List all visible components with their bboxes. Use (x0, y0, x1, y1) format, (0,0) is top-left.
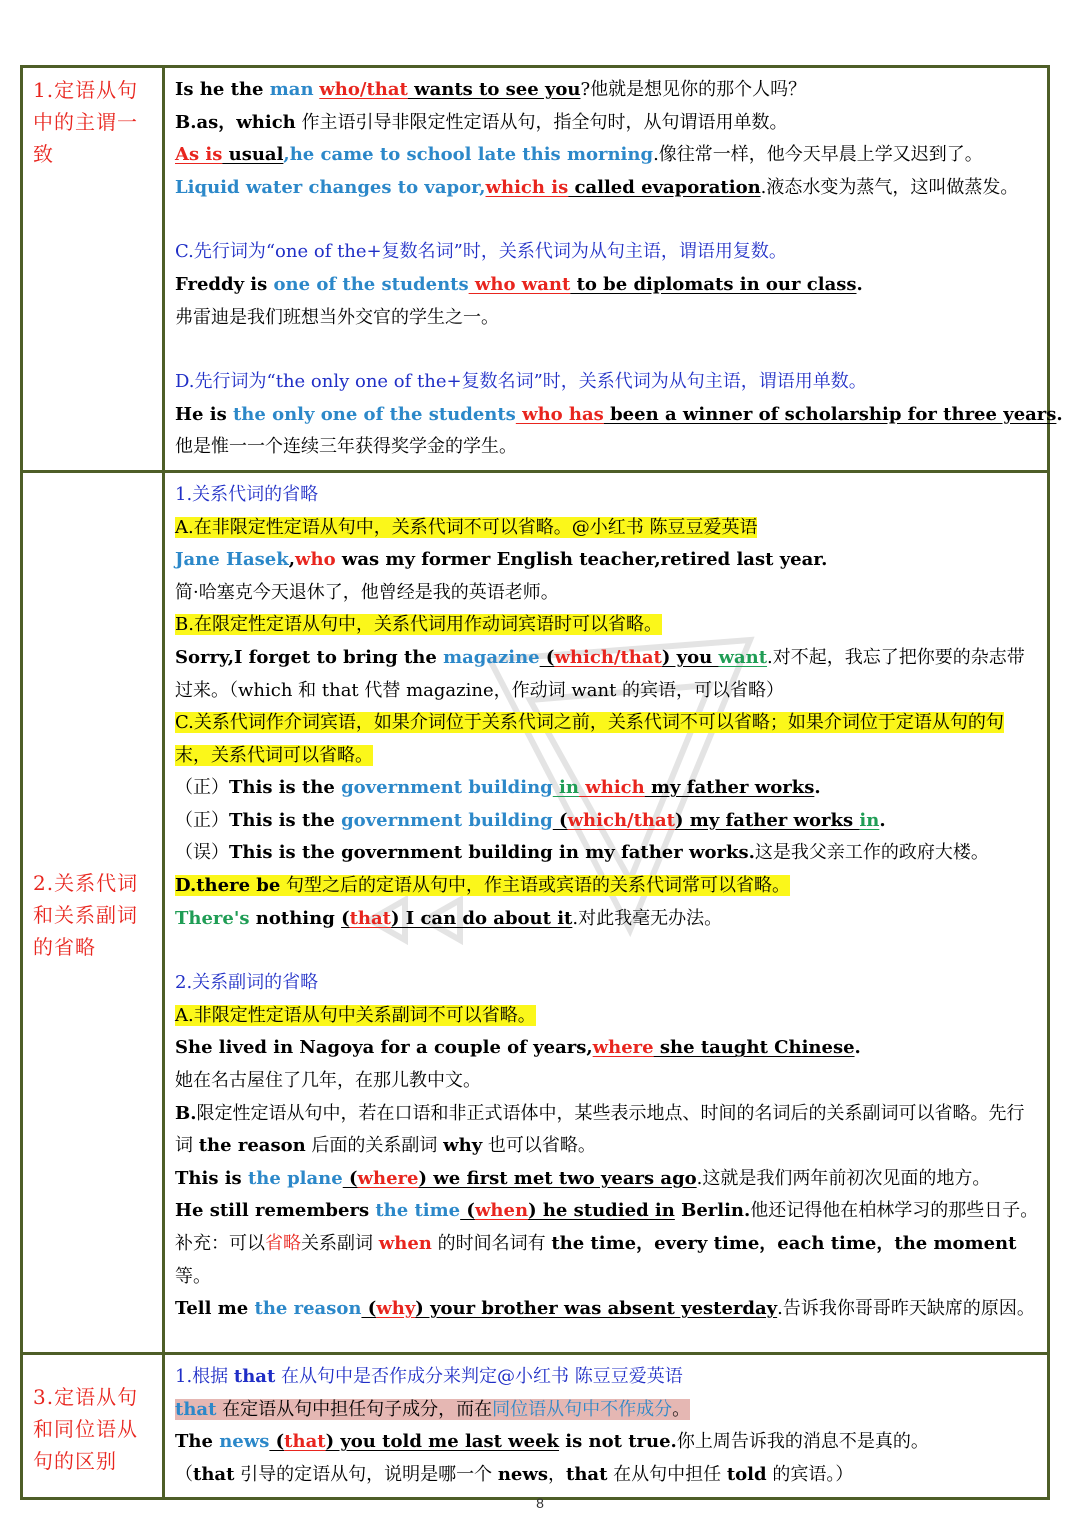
section-label-text: 3.定语从句和同位语从句的区别 (33, 1385, 139, 1474)
rule-line: A.在非限定性定语从句中，关系代词不可以省略。@小红书 陈豆豆爱英语 (175, 516, 758, 538)
text-line: As is usual,he came to school late this morning.像往常一样，他今天早晨上学又迟到了。 (175, 144, 983, 166)
section-label-text: 2.关系代词和关系副词的省略 (33, 871, 139, 960)
rule-line: B.在限定性定语从句中，关系代词用作动词宾语时可以省略。 (175, 614, 662, 636)
section-label-text: 1.定语从句中的主谓一致 (33, 78, 139, 166)
text-line: B.限定性定语从句中，若在口语和非正式语体中，某些表示地点、时间的名词后的关系副词可以省略。先行词 the reason 后面的关系副词 why 也可以省略。 (175, 1102, 1025, 1157)
rule-line: that 在定语从句中担任句子成分，而在同位语从句中不作成分。 (175, 1398, 691, 1420)
rule-line: C.关系代词作介词宾语，如果介词位于关系代词之前，关系代词不可以省略；如果介词位于定语从句的句末，关系代词可以省略。 (175, 712, 1004, 766)
text-line: Tell me the reason (why) your brother was absent yesterday.告诉我你哥哥昨天缺席的原因。 (175, 1298, 1035, 1320)
sub-heading: 2.关系副词的省略 (175, 972, 319, 994)
section-row-2 (22, 471, 1049, 1353)
section-row-1 (22, 67, 1049, 472)
section-label-3 (22, 1353, 164, 1498)
text-line: He is the only one of the students who has been a winner of scholarship for three years. (175, 403, 1063, 425)
rule-line: D.there be 句型之后的定语从句中，作主语或宾语的关系代词常可以省略。 (175, 875, 791, 897)
text-line: （正）This is the government building (which/that) my father works in. (175, 809, 886, 831)
text-line: This is the plane (where) we first met two years ago.这就是我们两年前初次见面的地方。 (175, 1167, 991, 1189)
sub-heading: 1.根据 that 在从句中是否作成分来判定@小红书 陈豆豆爱英语 (175, 1365, 683, 1387)
text-line: Liquid water changes to vapor,which is called evaporation.液态水变为蒸气，这叫做蒸发。 (175, 176, 1019, 198)
text-line: （that 引导的定语从句，说明是哪一个 news，that 在从句中担任 told 的宾语。） (175, 1463, 854, 1485)
text-line: Is he the man who/that wants to see you?他就是想见你的那个人吗？ (175, 79, 807, 100)
rule-line: A.非限定性定语从句中关系副词不可以省略。 (175, 1004, 536, 1026)
rule-line: C.先行词为“one of the+复数名词”时，关系代词为从句主语，谓语用复数。 (175, 241, 787, 263)
sub-heading: 1.关系代词的省略 (175, 483, 319, 505)
text-line: 补充：可以省略关系副词 when 的时间名词有 the time，every time，each time，the moment 等。 (175, 1233, 1017, 1287)
text-line: （误）This is the government building in my father works.这是我父亲工作的政府大楼。 (175, 842, 989, 864)
section-label-1 (22, 67, 164, 472)
text-line: B.as，which 作主语引导非限定性定语从句，指全句时，从句谓语用单数。 (175, 111, 788, 133)
text-line: Freddy is one of the students who want to be diplomats in our class. (175, 273, 863, 295)
text-line: 他是惟一一个连续三年获得奖学金的学生。 (175, 436, 517, 458)
text-line: 她在名古屋住了几年，在那儿教中文。 (175, 1070, 481, 1092)
text-line: The news (that) you told me last week is not true.你上周告诉我的消息不是真的。 (175, 1431, 929, 1453)
section-content-2 (164, 471, 1049, 1353)
text-line: 弗雷迪是我们班想当外交官的学生之一。 (175, 306, 499, 328)
text-line: She lived in Nagoya for a couple of years,where she taught Chinese. (175, 1037, 861, 1059)
section-content-1 (164, 67, 1063, 472)
text-line: Sorry,I forget to bring the magazine (which/that) you want.对不起，我忘了把你要的杂志带过来。（which 和 that 代替 magazine，作动词 want 的宾语，可以省略） (175, 646, 1025, 701)
grammar-table (20, 65, 1063, 1500)
section-content-3 (164, 1353, 1049, 1498)
section-label-2 (22, 471, 164, 1353)
text-line: （正）This is the government building in which my father works. (175, 777, 821, 799)
section-row-3 (22, 1353, 1049, 1498)
page-number: 8 (536, 1495, 544, 1511)
text-line: There's nothing (that) I can do about it.对此我毫无办法。 (175, 907, 723, 929)
text-line: Jane Hasek,who was my former English teacher,retired last year. (175, 549, 828, 571)
text-line: 简·哈塞克今天退休了，他曾经是我的英语老师。 (175, 581, 559, 603)
rule-line: D.先行词为“the only one of the+复数名词”时，关系代词为从句主语，谓语用单数。 (175, 371, 867, 393)
text-line: He still remembers the time (when) he studied in Berlin.他还记得他在柏林学习的那些日子。 (175, 1200, 1039, 1222)
